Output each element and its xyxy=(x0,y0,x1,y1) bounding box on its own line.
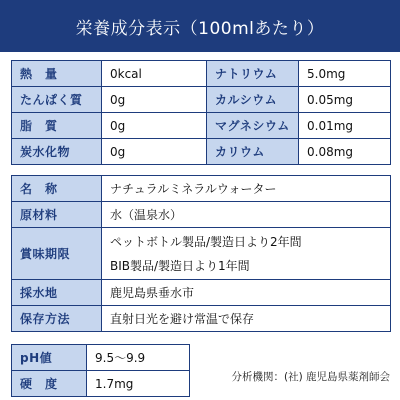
storage-value: 直射日光を避け常温で保存 xyxy=(102,306,391,332)
title-banner xyxy=(0,0,400,52)
mineral-value: 0.08mg xyxy=(299,139,391,165)
ph-label: pH値 xyxy=(12,345,87,371)
nutrition-value: 0kcal xyxy=(102,61,207,87)
nutrition-value: 0g xyxy=(102,87,207,113)
table-row xyxy=(12,280,391,306)
nutrition-label: 脂 質 xyxy=(12,113,102,139)
table-row xyxy=(12,202,391,228)
expiry-value xyxy=(102,228,391,280)
source-label: 採水地 xyxy=(12,280,102,306)
table-row xyxy=(12,139,391,165)
nutrition-value: 0g xyxy=(102,139,207,165)
expiry-label: 賞味期限 xyxy=(12,228,102,280)
table-row xyxy=(12,228,391,280)
table-row xyxy=(12,113,391,139)
nutrition-label: 熱 量 xyxy=(12,61,102,87)
table-row xyxy=(12,345,190,371)
mineral-label: カリウム xyxy=(207,139,299,165)
mineral-value: 0.01mg xyxy=(299,113,391,139)
nutrition-value: 0g xyxy=(102,113,207,139)
name-value: ナチュラルミネラルウォーター xyxy=(102,176,391,202)
mineral-value: 5.0mg xyxy=(299,61,391,87)
name-label: 名 称 xyxy=(12,176,102,202)
nutrition-label: 炭水化物 xyxy=(12,139,102,165)
table-row xyxy=(12,306,391,332)
source-value: 鹿児島県垂水市 xyxy=(102,280,391,306)
mineral-value: 0.05mg xyxy=(299,87,391,113)
analysis-organization: 分析機関：(社) 鹿児島県薬剤師会 xyxy=(231,371,390,383)
mineral-label: カルシウム xyxy=(207,87,299,113)
water-quality-table xyxy=(11,344,190,397)
table-row xyxy=(12,61,391,87)
mineral-label: マグネシウム xyxy=(207,113,299,139)
material-value: 水（温泉水） xyxy=(102,202,391,228)
table-row xyxy=(12,371,190,397)
expiry-line-bib: BIB製品/製造日より1年間 xyxy=(110,258,250,273)
product-info-table xyxy=(11,175,391,332)
mineral-label: ナトリウム xyxy=(207,61,299,87)
nutrition-label: たんぱく質 xyxy=(12,87,102,113)
expiry-line-pet: ペットボトル製品/製造日より2年間 xyxy=(110,234,302,249)
page-title: 栄養成分表示（100mlあたり） xyxy=(75,18,325,39)
nutrition-table xyxy=(11,60,391,165)
material-label: 原材料 xyxy=(12,202,102,228)
storage-label: 保存方法 xyxy=(12,306,102,332)
table-row xyxy=(12,87,391,113)
hardness-value: 1.7mg xyxy=(87,371,190,397)
hardness-label: 硬 度 xyxy=(12,371,87,397)
table-row xyxy=(12,176,391,202)
ph-value: 9.5〜9.9 xyxy=(87,345,190,371)
